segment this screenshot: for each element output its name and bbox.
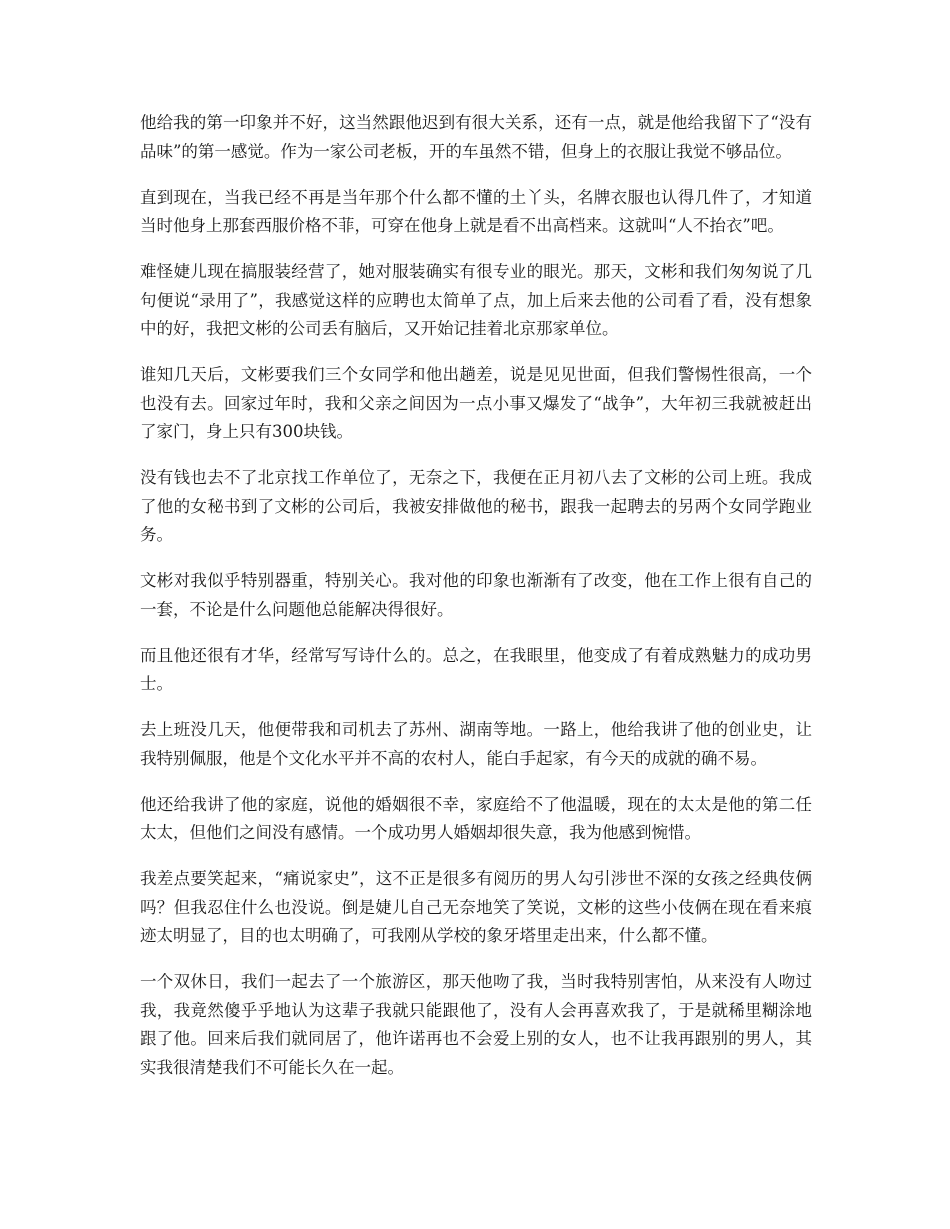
paragraph: 他给我的第一印象并不好，这当然跟他迟到有很大关系，还有一点，就是他给我留下了“没有品味”的第一感觉。作为一家公司老板，开的车虽然不错，但身上的衣服让我觉不够品位。 bbox=[140, 113, 812, 161]
paragraph: 直到现在，当我已经不再是当年那个什么都不懂的土丫头，名牌衣服也认得几件了，才知道当时他身上那套西服价格不菲，可穿在他身上就是看不出高档来。这就叫“人不抬衣”吧。 bbox=[140, 187, 812, 235]
paragraph: 没有钱也去不了北京找工作单位了，无奈之下，我便在正月初八去了文彬的公司上班。我成了他的女秘书到了文彬的公司后，我被安排做他的秘书，跟我一起聘去的另两个女同学跑业务。 bbox=[140, 468, 812, 544]
paragraph: 而且他还很有才华，经常写写诗什么的。总之，在我眼里，他变成了有着成熟魅力的成功男士。 bbox=[140, 645, 812, 693]
paragraph: 去上班没几天，他便带我和司机去了苏州、湖南等地。一路上，他给我讲了他的创业史，让我特别佩服，他是个文化水平并不高的农村人，能白手起家，有今天的成就的确不易。 bbox=[140, 720, 812, 768]
paragraph: 一个双休日，我们一起去了一个旅游区，那天他吻了我，当时我特别害怕，从来没有人吻过我，我竟然傻乎乎地认为这辈子我就只能跟他了，没有人会再喜欢我了，于是就稀里糊涂地跟了他。回来后我们就同居了，他许诺再也不会爱上别的女人，也不让我再跟别的男人，其实我很清楚我们不可能长久在一起。 bbox=[140, 972, 812, 1077]
paragraph: 难怪婕儿现在搞服装经营了，她对服装确实有很专业的眼光。那天，文彬和我们匆匆说了几句便说“录用了”，我感觉这样的应聘也太简单了点，加上后来去他的公司看了看，没有想象中的好，我把文彬的公司丢有脑后，又开始记挂着北京那家单位。 bbox=[140, 262, 812, 338]
paragraph: 我差点要笑起来，“痛说家史”，这不正是很多有阅历的男人勾引涉世不深的女孩之经典伎俩吗？但我忍住什么也没说。倒是婕儿自己无奈地笑了笑说，文彬的这些小伎俩在现在看来痕迹太明显了，目的也太明确了，可我刚从学校的象牙塔里走出来，什么都不懂。 bbox=[140, 869, 812, 945]
paragraph: 谁知几天后，文彬要我们三个女同学和他出趟差，说是见见世面，但我们警惕性很高，一个也没有去。回家过年时，我和父亲之间因为一点小事又爆发了“战争”，大年初三我就被赶出了家门，身上只有300块钱。 bbox=[140, 365, 812, 441]
document-body bbox=[140, 109, 812, 1100]
paragraph: 文彬对我似乎特别器重，特别关心。我对他的印象也渐渐有了改变，他在工作上很有自己的一套，不论是什么问题他总能解决得很好。 bbox=[140, 571, 812, 619]
paragraph: 他还给我讲了他的家庭，说他的婚姻很不幸，家庭给不了他温暖，现在的太太是他的第二任太太，但他们之间没有感情。一个成功男人婚姻却很失意，我为他感到惋惜。 bbox=[140, 794, 812, 842]
